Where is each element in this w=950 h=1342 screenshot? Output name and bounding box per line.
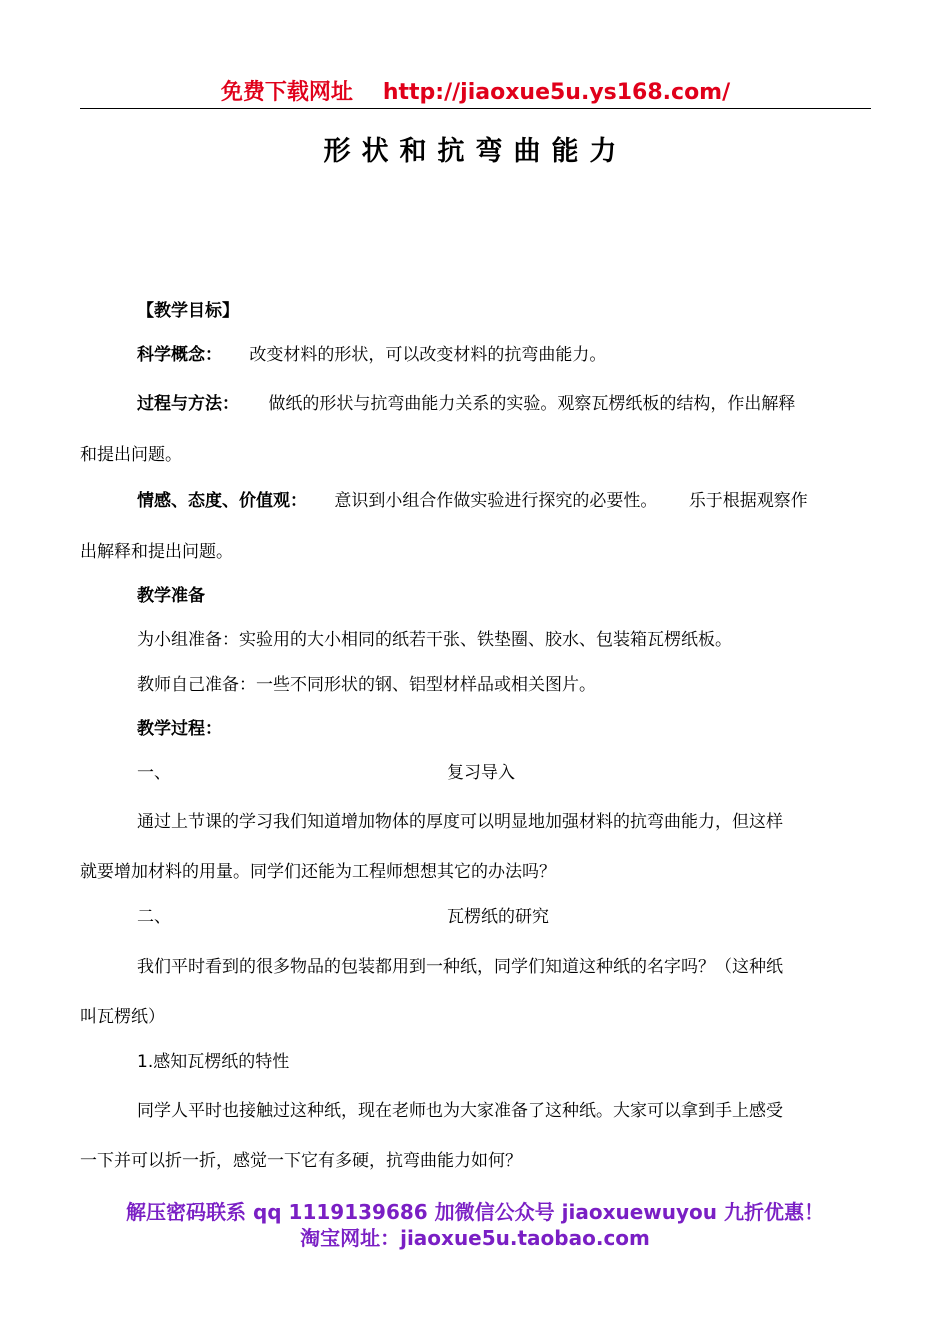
subsection1-title: 感知瓦楞纸的特性	[153, 1052, 290, 1072]
process-text-2: 和提出问题。	[80, 445, 182, 465]
prep-teacher: 教师自己准备：一些不同形状的钢、铝型材样品或相关图片。	[137, 675, 596, 695]
attitude-text-1: 意识到小组合作做实验进行探究的必要性。	[334, 491, 658, 511]
objectives-heading: 【教学目标】	[137, 301, 239, 321]
subsection1-paragraph-1: 同学人平时也接触过这种纸，现在老师也为大家准备了这种纸。大家可以拿到手上感受	[137, 1101, 783, 1121]
section2-paragraph-1: 我们平时看到的很多物品的包装都用到一种纸，同学们知道这种纸的名字吗？（这种纸	[137, 957, 783, 977]
header-url[interactable]: http://jiaoxue5u.ys168.com/	[382, 80, 731, 105]
attitude-text-2: 出解释和提出问题。	[80, 542, 233, 562]
section1-title: 复习导入	[447, 763, 515, 783]
process-paragraph-line1	[137, 392, 795, 416]
process-text-1: 做纸的形状与抗弯曲能力关系的实验。观察瓦楞纸板的结构，作出解释	[268, 394, 796, 414]
header-divider	[80, 108, 871, 109]
header-banner	[80, 78, 871, 108]
prep-group: 为小组准备：实验用的大小相同的纸若干张、铁垫圈、胶水、包装箱瓦楞纸板。	[137, 630, 732, 650]
process-label: 过程与方法：	[137, 394, 239, 414]
attitude-paragraph-line1	[137, 489, 808, 513]
subsection1-paragraph-2: 一下并可以折一折，感觉一下它有多硬，抗弯曲能力如何？	[80, 1151, 522, 1171]
subsection1-heading	[137, 1050, 289, 1074]
section2-number: 二、	[137, 907, 171, 927]
attitude-text-1b: 乐于根据观察作	[688, 491, 808, 511]
concept-label: 科学概念：	[137, 345, 222, 365]
concept-paragraph	[137, 343, 606, 367]
document-title: 形状和抗弯曲能力	[323, 136, 628, 167]
section1-paragraph-2: 就要增加材料的用量。同学们还能为工程师想想其它的办法吗？	[80, 862, 556, 882]
header-label: 免费下载网址	[220, 80, 353, 105]
subsection1-number: 1.	[137, 1052, 154, 1072]
attitude-label: 情感、态度、价值观：	[137, 491, 307, 511]
process-heading: 教学过程：	[137, 719, 222, 739]
concept-text: 改变材料的形状，可以改变材料的抗弯曲能力。	[249, 345, 607, 365]
footer-shop-url[interactable]: 淘宝网址：jiaoxue5u.taobao.com	[300, 1226, 650, 1250]
section2-paragraph-2: 叫瓦楞纸）	[80, 1007, 165, 1027]
prep-heading: 教学准备	[137, 586, 205, 606]
footer-contact: 解压密码联系 qq 1119139686 加微信公众号 jiaoxuewuyou 九折优惠！	[126, 1200, 824, 1224]
section2-title: 瓦楞纸的研究	[447, 907, 549, 927]
section1-number: 一、	[137, 763, 171, 783]
section1-paragraph-1: 通过上节课的学习我们知道增加物体的厚度可以明显地加强材料的抗弯曲能力，但这样	[137, 812, 783, 832]
